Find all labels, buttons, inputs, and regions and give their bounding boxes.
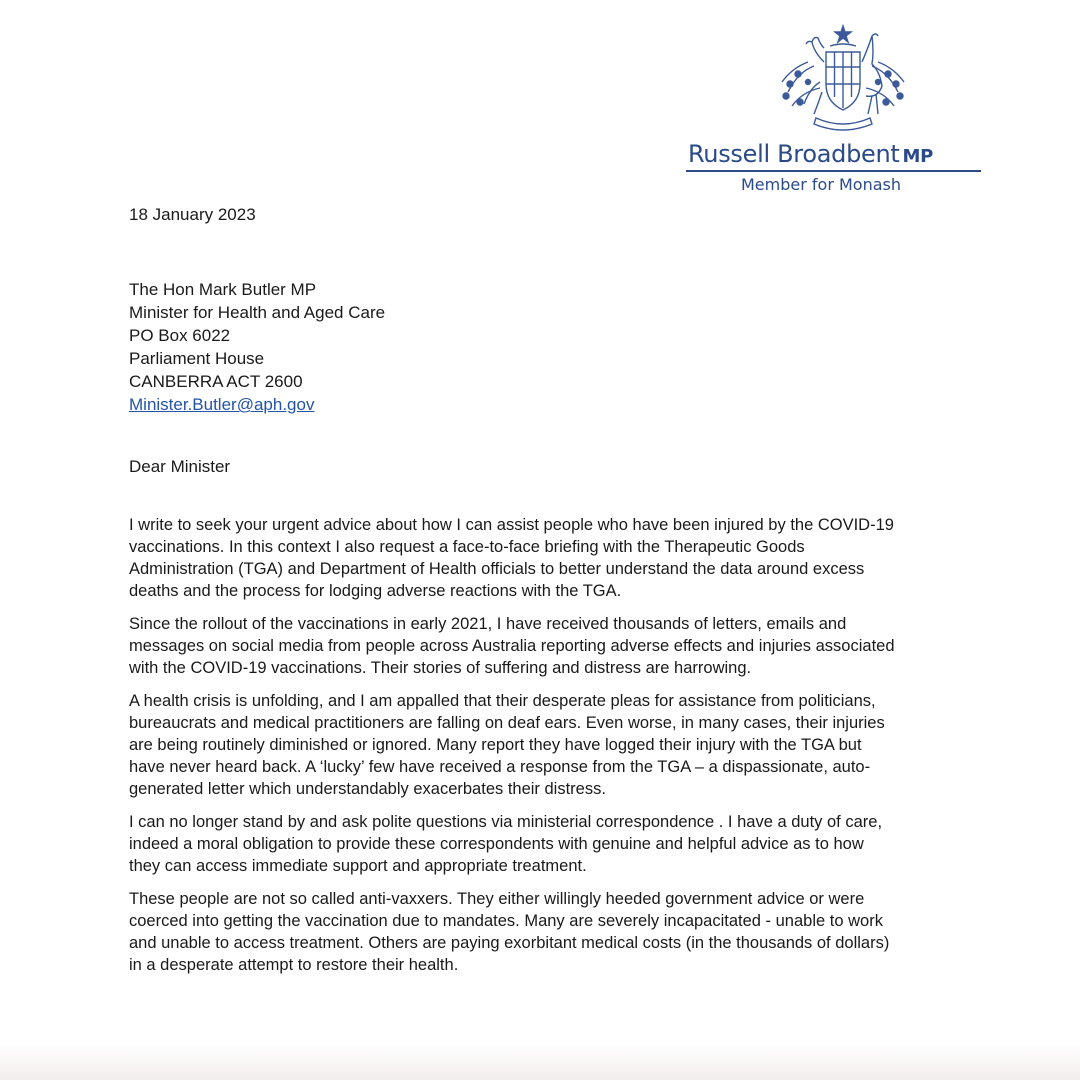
mp-suffix: MP: [902, 146, 934, 167]
body-paragraph: Since the rollout of the vaccinations in early 2021, I have received thousands of letters, emails and messages on social media from people across Australia reporting adverse effects and injuries associated with the COVID-19 vaccinations. Their stories of suffering and distress are harrowing.: [129, 615, 895, 677]
recipient-title: Minister for Health and Aged Care: [129, 303, 386, 322]
letterhead-divider: [686, 170, 981, 172]
body-paragraph: I can no longer stand by and ask polite questions via ministerial correspondence . I have a duty of care, indeed a moral obligation to provide these correspondents with genuine and helpful advice as to how they can access immediate support and appropriate treatment.: [129, 813, 883, 875]
recipient-name: The Hon Mark Butler MP: [129, 280, 317, 299]
recipient-po-box: PO Box 6022: [129, 326, 231, 345]
body-paragraph: I write to seek your urgent advice about how I can assist people who have been injured by the COVID-19 vaccinations. In this context I also request a face-to-face briefing with the Therapeutic Goods Administration (TGA) and Department of Health officials to better understand the data around excess deaths and the process for lodging adverse reactions with the TGA.: [129, 516, 894, 600]
recipient-city: CANBERRA ACT 2600: [129, 372, 303, 391]
recipient-email-link[interactable]: Minister.Butler@aph.gov: [129, 395, 315, 414]
letter-body: [129, 514, 899, 987]
body-paragraph: A health crisis is unfolding, and I am appalled that their desperate pleas for assistance from politicians, bureaucrats and medical practitioners are falling on deaf ears. Even worse, in many cases, their injuries are being routinely diminished or ignored. Many report they have logged their injury with the TGA but have never heard back. A ‘lucky’ few have received a response from the TGA – a dispassionate, auto-generated letter which understandably exacerbates their distress.: [129, 692, 885, 798]
recipient-building: Parliament House: [129, 349, 265, 368]
mp-name: [688, 140, 988, 168]
recipient-address: [129, 278, 385, 416]
letter-date: 18 January 2023: [129, 205, 256, 224]
mp-name-text: Russell Broadbent: [688, 140, 900, 168]
coat-of-arms-icon: [768, 22, 918, 137]
salutation: Dear Minister: [129, 457, 231, 476]
body-paragraph: These people are not so called anti-vaxxers. They either willingly heeded government advice or were coerced into getting the vaccination due to mandates. Many are severely incapacitated - unable to work and unable to access treatment. Others are paying exorbitant medical costs (in the thousands of dollars) in a desperate attempt to restore their health.: [129, 890, 890, 974]
mp-electorate: Member for Monash: [741, 175, 901, 194]
bottom-fade: [0, 1044, 1080, 1080]
